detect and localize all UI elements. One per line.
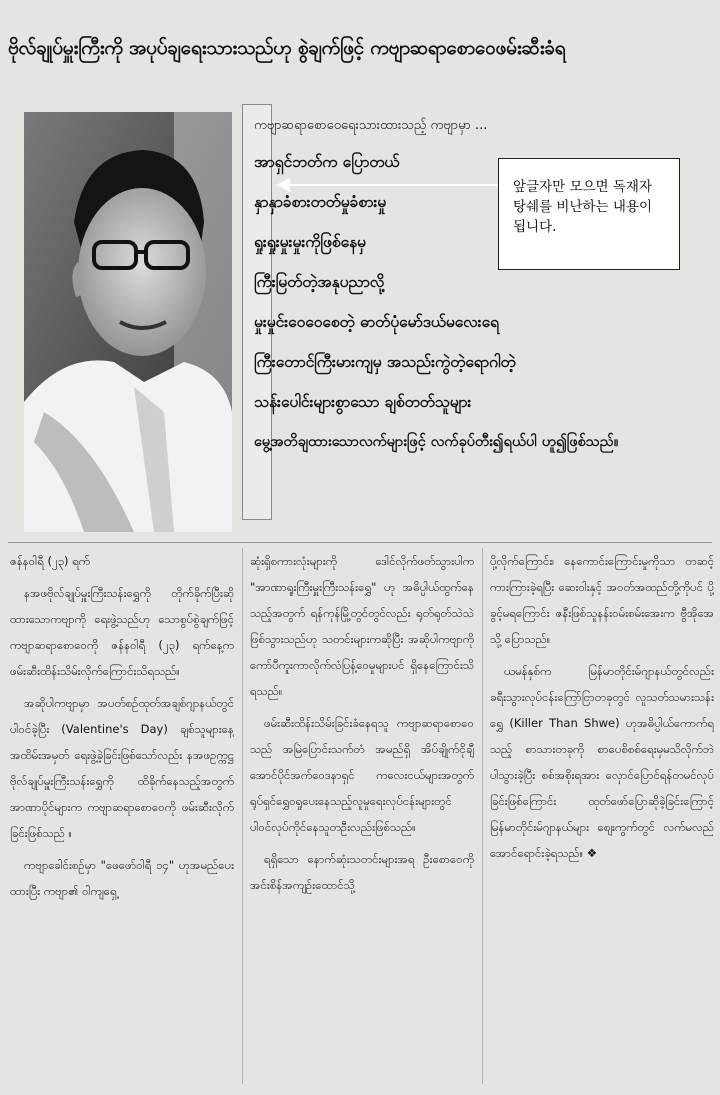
arrow-left-icon <box>276 176 498 194</box>
article-column-3 <box>490 548 714 1088</box>
annotation-text: 앞글자만 모으면 독재자 탕쉐를 비난하는 내용이 됩니다. <box>513 179 652 235</box>
poem-line: နှာနှာခံစားတတ်မှုခံစားမှု <box>254 193 387 211</box>
article-column-1 <box>10 548 234 1088</box>
poem-line: မွေ့အတိချထားသောလက်များဖြင့် လက်ခုပ်တီး၍ရယ်ပါ ဟူ၍ဖြစ်သည်။ <box>254 434 619 450</box>
article-column-2 <box>250 548 474 1088</box>
poem-line: ကြီးတောင်ကြီးမားကျမှ အသည်းကွဲတဲ့ရောဂါတဲ့ <box>254 353 516 371</box>
poem-line: သန်းပေါင်းများစွာသော ချစ်တတ်သူများ <box>254 393 472 411</box>
paragraph: နအဖဗိုလ်ချုပ်မှူးကြီးသန်းရွှေကို တိုက်ခိုက်ပြီးဆိုထားသောကဗျာကို ရေးဖွဲ့သည်ဟု သောစွပ်စွဲချက်ဖြင့် ကဗျာဆရာစောဝေကို ဇန်နဝါရီ (၂၃) ရက်နေ့က ဖမ်းဆီးထိန်းသိမ်းလိုက်ကြောင်းသိရသည်။ <box>10 586 234 678</box>
section-divider <box>8 542 712 543</box>
poem-intro-line: ကဗျာဆရာစောဝေရေးသားထားသည့် ကဗျာမှာ ... <box>254 118 488 133</box>
paragraph: ဆုံးရှိစကားလုံးများကို ဒေါင်လိုက်ဖတ်သွားပါက "အာဏာရူးကြီးမှူးကြီးသန်းရွှေ" ဟု အဓိပ္ပါယ်ထွက်နေသည့်အတွက် ရန်ကုန်မြို့တွင်တွင်လည်း ရုတ်ရုတ်သဲသဲဖြစ်သွားသည်ဟု သတင်းများကဆိုပြီး အဆိုပါကဗျာကို ကော်ပီကူးကာလိုက်လံပြန့်ဝေမှုများပင် ရှိနေကြောင်းသိရသည်။ <box>250 554 474 698</box>
poem-line: ကြီးမြတ်တဲ့အနုပညာလို့ <box>254 273 385 291</box>
column-divider <box>242 548 243 1084</box>
paragraph: ကဗျာခေါင်းစဉ်မှာ "ဖေဖော်ဝါရီ ၁၄" ဟုအမည်ပေးထားပြီး ကဗျာ၏ ဝါကျရှေ့ <box>10 858 234 898</box>
paragraph: အဆိုပါကဗျာမှာ အပတ်စဉ်ထုတ်အချစ်ဂျာနယ်တွင်ပါဝင်ခဲ့ပြီး (Valentine's Day) ချစ်သူများနေ့အထိမ်းအမှတ် ရေးဖွဲ့ခဲ့ခြင်းဖြစ်သော်လည်း နအဖဥက္ကဋ္ဌ ဗိုလ်ချုပ်မှူးကြီးသန်းရွှေကို ထိခိုက်နေသည့်အတွက် အာဏာပိုင်များက ကဗျာဆရာစောဝေကို ဖမ်းဆီးလိုက်ခြင်းဖြစ်သည် ။ <box>10 696 234 840</box>
poem-line: ရှုးရှုးမှုးမှုးကိုဖြစ်နေမှ <box>254 233 366 251</box>
headline: ဗိုလ်ချုပ်မှူးကြီးကို အပုပ်ချရေးသားသည်ဟု စွဲချက်ဖြင့် ကဗျာဆရာစောဝေဖမ်းဆီးခံရ <box>8 37 566 59</box>
dateline: ဇန်နဝါရီ (၂၃) ရက် <box>10 554 91 568</box>
poem-line: အာရှင်ဘတ်က ပြောတယ် <box>254 153 400 171</box>
paragraph: ဖမ်းဆီးထိန်းသိမ်းခြင်းခံနေရသူ ကဗျာဆရာစောဝေသည် အမြဲပြောင်းသက်တံ အမည်ရှိ အိပ်ချိုက်ငိုချီအောင်ပိုင်အက်ဝေဒနာရှင် ကလေးငယ်များအတွက် ရုပ်ရှင်ရွှေဝရှုပေးနေသည့်လူမှုရေးလုပ်ငန်းများတွင် ပါဝင်လုပ်ကိုင်နေသူတဦးလည်းဖြစ်သည်။ <box>250 716 474 834</box>
paragraph: ပို့လိုက်ကြောင်း၊ နေကောင်းကြောင်းမှုကိုသာ တဆင့်ကားကြားခဲ့ရပြီး ဆေးဝါးနှင့် အဝတ်အထည်တို့ကိုပင် ပို့ခွင့်မရကြောင်း ဇနီးဖြစ်သူနန်းဝမ်းစမ်းအေးက ဗွီအိုအေသို့ ပြောသည်။ <box>490 554 714 646</box>
portrait-photo <box>24 112 232 532</box>
annotation-note <box>498 158 680 270</box>
poem-line: မှုးမှုင်းဝေဝေစေတဲ့ ဓာတ်ပုံမော်ဒယ်မလေးရေ <box>254 313 499 331</box>
paragraph: ရရှိသော နောက်ဆုံးသတင်းများအရ ဦးစောဝေကို အင်းစိန်အကျဉ်းထောင်သို့ <box>250 852 474 892</box>
paragraph: ယမန်နှစ်က မြန်မာတိုင်းမ်ဂျာနယ်တွင်လည်း ခရီးသွားလုပ်ငန်းကြော်ငြာတခုတွင် လူသတ်သမားသန်းရွှေ (Killer Than Shwe) ဟုအဓိပ္ပါယ်ကောက်ရသည့် စာသားတခုကို စာပေစိစစ်ရေးမှမသိလိုက်ဘဲ ပါသွားခဲ့ပြီး စစ်အစိုးရအား လှောင်ပြောင်ရန်တမင်လုပ်ခြင်းဖြစ်ကြောင်း ထုတ်ဖော်ပြောဆိုခဲ့ခြင်းကြောင့် မြန်မာတိုင်းမ်ဂျာနယ်များ စျေးကွက်တွင် လက်မလည်အောင်ရောင်းခဲ့ရသည်။ ❖ <box>490 664 714 860</box>
column-divider <box>482 548 483 1084</box>
